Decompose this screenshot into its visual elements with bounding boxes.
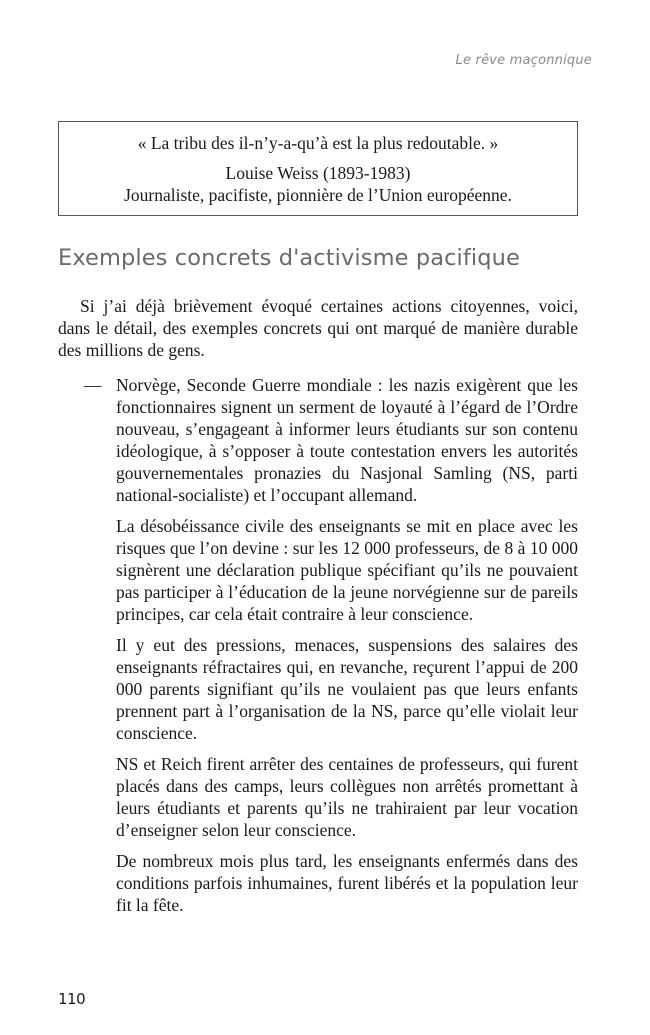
- epigraph-author: Louise Weiss (1893-1983): [225, 163, 411, 183]
- epigraph-box: [58, 121, 578, 216]
- list-paragraph-3: Il y eut des pressions, menaces, suspensions des salaires des enseignants réfractaires qui, en revanche, reçurent l’appui de 200 000 parents signifiant qu’ils ne voulaient pas que leurs enfants prennent part à l’organisation de la NS, parce qu’elle violait leur conscience.: [116, 635, 578, 743]
- list-item: [58, 374, 578, 916]
- list-paragraph-4: NS et Reich firent arrêter des centaines de professeurs, qui furent placés dans des camps, leurs collègues non arrêtés promettant à leurs étudiants et parents qu’ils ne trahiraient par leur vocation d’enseigner selon leur conscience.: [116, 754, 578, 840]
- epigraph-role: Journaliste, pacifiste, pionnière de l’Union européenne.: [124, 185, 512, 205]
- list-paragraph-1: Norvège, Seconde Guerre mondiale : les nazis exigèrent que les fonctionnaires signent un serment de loyauté à l’égard de l’Ordre nouveau, s’engageant à informer leurs étudiants sur son contenu idéologique, à s’opposer à toute contestation envers les autorités gouvernementales pronazies du Nasjonal Samling (NS, parti national-socialiste) et l’occupant allemand.: [116, 375, 578, 505]
- section-title: Exemples concrets d'activisme pacifique: [58, 245, 520, 271]
- list-dash: —: [84, 375, 102, 395]
- epigraph-quote: « La tribu des il-n’y-a-qu’à est la plus redoutable. »: [137, 133, 499, 153]
- list-paragraph-2: La désobéissance civile des enseignants se mit en place avec les risques que l’on devine : sur les 12 000 professeurs, de 8 à 10 000 signèrent une déclaration publique spécifiant qu’ils ne pouvaient pas participer à l’éducation de la jeune norvégienne sur de pareils principes, car cela était contraire à leur conscience.: [116, 516, 578, 624]
- page-number: 110: [58, 990, 86, 1008]
- list-paragraph-5: De nombreux mois plus tard, les enseignants enfermés dans des conditions parfois inhumaines, furent libérés et la population leur fit la fête.: [116, 851, 578, 915]
- running-head: Le rêve maçonnique: [455, 53, 592, 68]
- intro-paragraph: Si j’ai déjà brièvement évoqué certaines actions citoyennes, voici, dans le détail, des exemples concrets qui ont marqué de manière durable des millions de gens.: [58, 296, 578, 360]
- body-text: [58, 295, 578, 925]
